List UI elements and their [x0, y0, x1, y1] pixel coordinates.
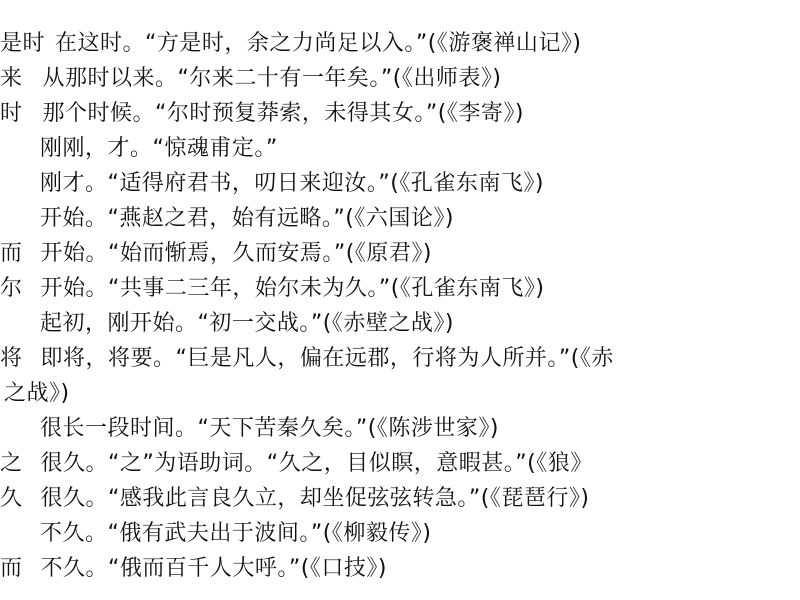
entry-line-13 [0, 448, 593, 480]
entry-definition: 很久。“之”为语助词。“久之，目似瞑，意暇甚。”(《狼》 [40, 451, 593, 476]
entry-line-6 [0, 203, 454, 235]
entry-definition: 刚刚，才。“惊魂甫定。” [40, 136, 278, 161]
entry-line-11 [0, 378, 70, 410]
entry-term: 是时 [0, 31, 46, 56]
entry-line-3 [0, 98, 524, 130]
entry-line-9 [0, 308, 454, 340]
entry-term: 时 [0, 101, 23, 126]
entry-line-16 [0, 553, 387, 585]
entry-definition: 开始。“共事二三年，始尔未为久。”(《孔雀东南飞》) [40, 276, 545, 301]
entry-definition: 在这时。“方是时，余之力尚足以入。”(《游褒禅山记》) [55, 31, 582, 56]
entry-definition: 不久。“俄而百千人大呼。”(《口技》) [40, 556, 387, 581]
entry-line-10 [0, 343, 614, 375]
entry-definition: 那个时候。“尔时预复莽索，未得其女。”(《李寄》) [42, 101, 524, 126]
entry-term: 尔 [0, 276, 23, 301]
entry-term: 而 [0, 556, 23, 581]
entry-line-2 [0, 63, 501, 95]
entry-term: 将 [0, 346, 23, 371]
entry-definition: 开始。“燕赵之君，始有远略。”(《六国论》) [40, 206, 454, 231]
entry-term: 之 [0, 451, 23, 476]
entry-definition: 起初，刚开始。“初一交战。”(《赤壁之战》) [40, 311, 454, 336]
entry-term: 久 [0, 486, 23, 511]
entry-definition: 刚才。“适得府君书，叨日来迎汝。”(《孔雀东南飞》) [40, 171, 544, 196]
entry-line-12 [0, 413, 499, 445]
entry-line-5 [0, 168, 544, 200]
entry-definition: 很久。“感我此言良久立，却坐促弦弦转急。”(《琵琶行》) [40, 486, 590, 511]
entry-definition: 很长一段时间。“天下苦秦久矣。”(《陈涉世家》) [40, 416, 499, 441]
entry-definition: 从那时以来。“尔来二十有一年矣。”(《出师表》) [42, 66, 502, 91]
entry-definition: 开始。“始而惭焉，久而安焉。”(《原君》) [40, 241, 432, 266]
entry-definition: 不久。“俄有武夫出于波间。”(《柳毅传》) [40, 521, 432, 546]
entry-definition: 即将，将要。“巨是凡人，偏在远郡，行将为人所并。”(《赤 [40, 346, 614, 371]
entry-term: 而 [0, 241, 23, 266]
entry-line-1 [0, 28, 581, 60]
entry-definition: 之战》) [4, 381, 70, 406]
entry-line-4 [0, 133, 278, 165]
entry-line-14 [0, 483, 589, 515]
entry-line-8 [0, 273, 544, 305]
entry-term: 来 [0, 66, 23, 91]
entry-line-15 [0, 518, 431, 550]
entry-line-7 [0, 238, 432, 270]
